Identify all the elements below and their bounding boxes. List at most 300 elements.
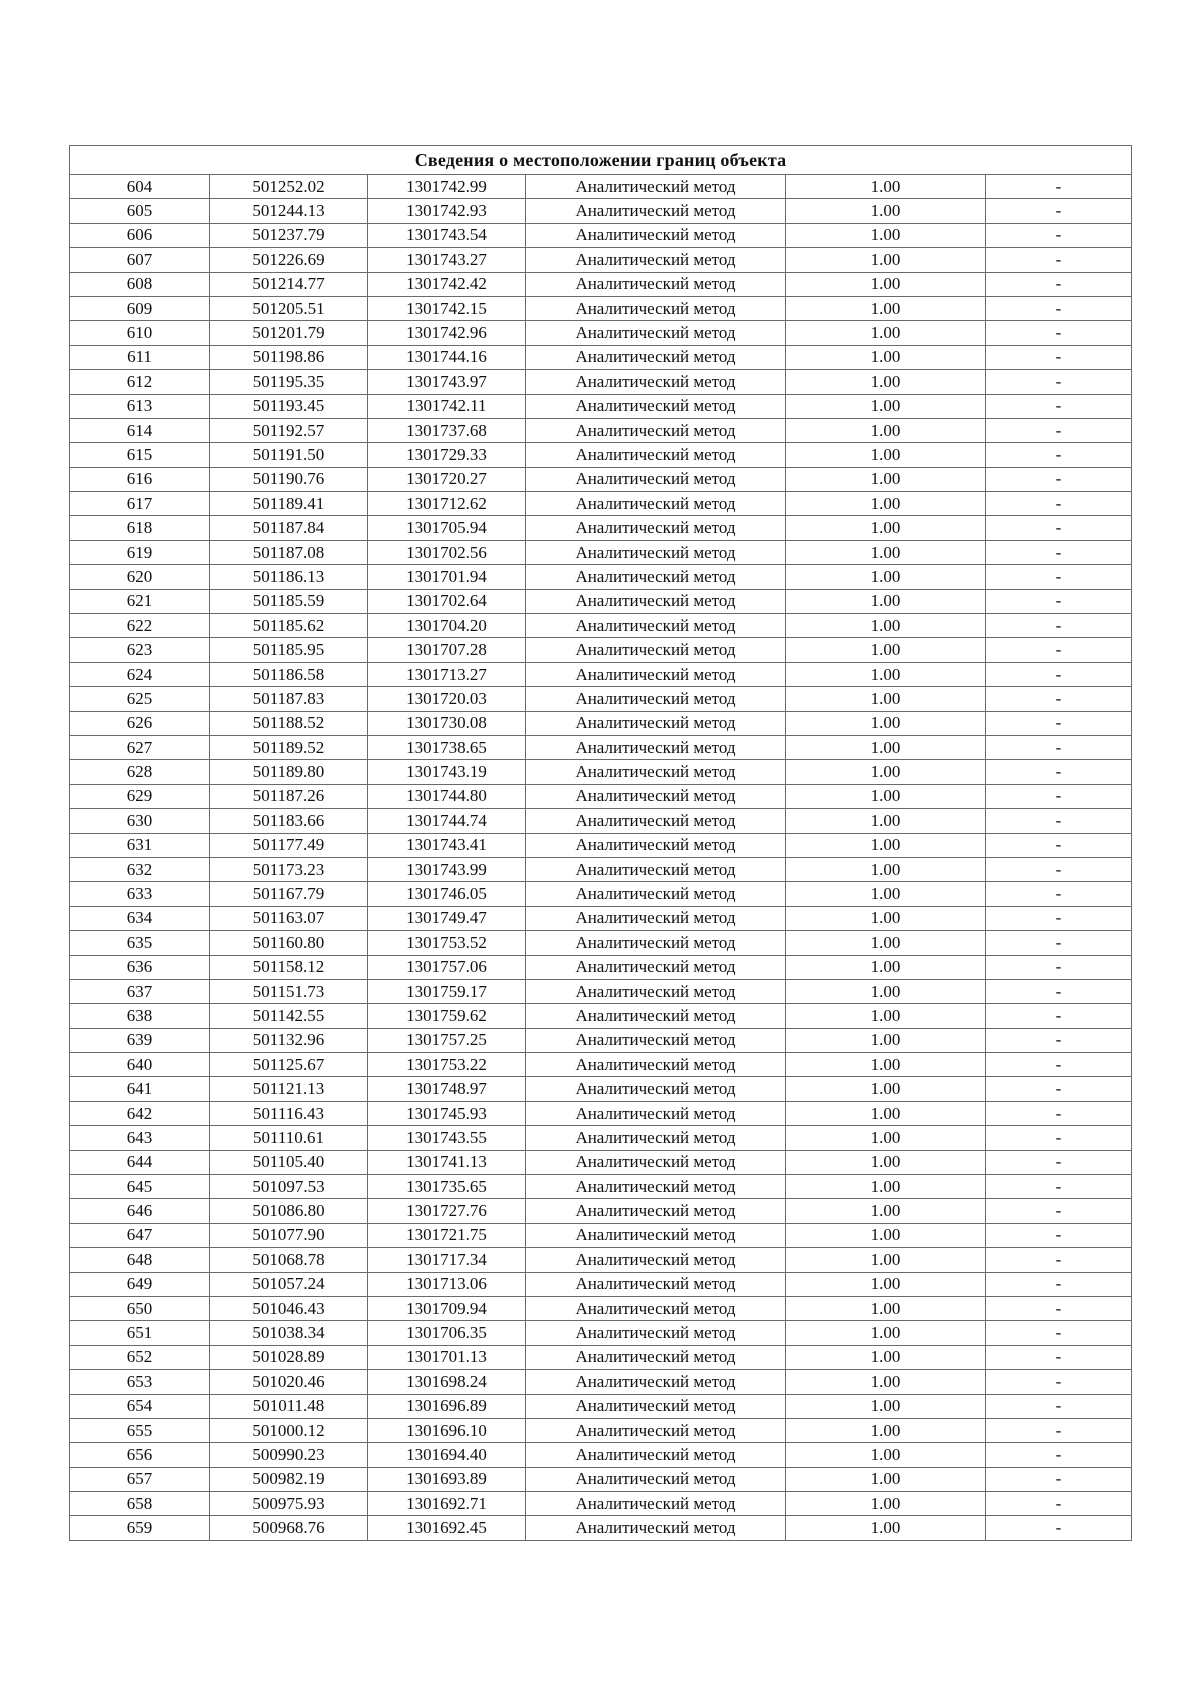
method-cell: Аналитический метод [526, 662, 786, 686]
table-title-row [70, 146, 1132, 175]
coord-y-cell: 1301744.74 [368, 809, 526, 833]
accuracy-cell: 1.00 [786, 589, 986, 613]
table-row [70, 1345, 1132, 1369]
accuracy-cell: 1.00 [786, 1516, 986, 1540]
table-row [70, 1394, 1132, 1418]
coord-x-cell: 501189.41 [210, 492, 368, 516]
point-number-cell: 620 [70, 565, 210, 589]
point-number-cell: 632 [70, 857, 210, 881]
method-cell: Аналитический метод [526, 1126, 786, 1150]
method-cell: Аналитический метод [526, 1101, 786, 1125]
point-number-cell: 615 [70, 443, 210, 467]
point-number-cell: 651 [70, 1321, 210, 1345]
coord-y-cell: 1301727.76 [368, 1199, 526, 1223]
coord-y-cell: 1301742.93 [368, 199, 526, 223]
coord-x-cell: 501011.48 [210, 1394, 368, 1418]
coord-y-cell: 1301757.25 [368, 1028, 526, 1052]
coord-y-cell: 1301743.41 [368, 833, 526, 857]
coord-x-cell: 501158.12 [210, 955, 368, 979]
table-row [70, 1223, 1132, 1247]
description-cell: - [986, 1418, 1132, 1442]
description-cell: - [986, 1053, 1132, 1077]
table-row [70, 1150, 1132, 1174]
coord-y-cell: 1301748.97 [368, 1077, 526, 1101]
accuracy-cell: 1.00 [786, 1418, 986, 1442]
point-number-cell: 634 [70, 906, 210, 930]
coord-x-cell: 501193.45 [210, 394, 368, 418]
point-number-cell: 645 [70, 1175, 210, 1199]
description-cell: - [986, 589, 1132, 613]
coord-y-cell: 1301743.19 [368, 760, 526, 784]
accuracy-cell: 1.00 [786, 1492, 986, 1516]
coord-x-cell: 501160.80 [210, 931, 368, 955]
description-cell: - [986, 809, 1132, 833]
table-row [70, 370, 1132, 394]
point-number-cell: 641 [70, 1077, 210, 1101]
accuracy-cell: 1.00 [786, 931, 986, 955]
description-cell: - [986, 248, 1132, 272]
coord-x-cell: 501237.79 [210, 223, 368, 247]
table-row [70, 1175, 1132, 1199]
coord-y-cell: 1301694.40 [368, 1443, 526, 1467]
coord-y-cell: 1301753.52 [368, 931, 526, 955]
table-row [70, 540, 1132, 564]
description-cell: - [986, 1150, 1132, 1174]
method-cell: Аналитический метод [526, 394, 786, 418]
method-cell: Аналитический метод [526, 1418, 786, 1442]
coord-y-cell: 1301743.99 [368, 857, 526, 881]
accuracy-cell: 1.00 [786, 1345, 986, 1369]
method-cell: Аналитический метод [526, 1321, 786, 1345]
description-cell: - [986, 1199, 1132, 1223]
table-row [70, 345, 1132, 369]
description-cell: - [986, 199, 1132, 223]
point-number-cell: 650 [70, 1296, 210, 1320]
coord-x-cell: 501057.24 [210, 1272, 368, 1296]
method-cell: Аналитический метод [526, 1345, 786, 1369]
description-cell: - [986, 1296, 1132, 1320]
table-row [70, 1248, 1132, 1272]
point-number-cell: 626 [70, 711, 210, 735]
table-row [70, 1199, 1132, 1223]
coord-y-cell: 1301729.33 [368, 443, 526, 467]
accuracy-cell: 1.00 [786, 565, 986, 589]
method-cell: Аналитический метод [526, 687, 786, 711]
point-number-cell: 639 [70, 1028, 210, 1052]
table-title: Сведения о местоположении границ объекта [70, 146, 1132, 175]
coord-y-cell: 1301742.96 [368, 321, 526, 345]
table-row [70, 321, 1132, 345]
accuracy-cell: 1.00 [786, 1077, 986, 1101]
point-number-cell: 619 [70, 540, 210, 564]
method-cell: Аналитический метод [526, 906, 786, 930]
accuracy-cell: 1.00 [786, 223, 986, 247]
coord-x-cell: 501077.90 [210, 1223, 368, 1247]
table-row [70, 662, 1132, 686]
table-row [70, 175, 1132, 199]
point-number-cell: 647 [70, 1223, 210, 1247]
coord-y-cell: 1301737.68 [368, 418, 526, 442]
accuracy-cell: 1.00 [786, 1223, 986, 1247]
point-number-cell: 613 [70, 394, 210, 418]
method-cell: Аналитический метод [526, 516, 786, 540]
accuracy-cell: 1.00 [786, 760, 986, 784]
description-cell: - [986, 1077, 1132, 1101]
point-number-cell: 606 [70, 223, 210, 247]
description-cell: - [986, 662, 1132, 686]
coord-y-cell: 1301721.75 [368, 1223, 526, 1247]
method-cell: Аналитический метод [526, 711, 786, 735]
accuracy-cell: 1.00 [786, 1443, 986, 1467]
accuracy-cell: 1.00 [786, 175, 986, 199]
accuracy-cell: 1.00 [786, 1004, 986, 1028]
point-number-cell: 633 [70, 882, 210, 906]
method-cell: Аналитический метод [526, 1272, 786, 1296]
accuracy-cell: 1.00 [786, 443, 986, 467]
coord-x-cell: 501000.12 [210, 1418, 368, 1442]
coord-y-cell: 1301743.27 [368, 248, 526, 272]
table-row [70, 443, 1132, 467]
table-row [70, 1272, 1132, 1296]
coord-y-cell: 1301707.28 [368, 638, 526, 662]
coord-y-cell: 1301692.71 [368, 1492, 526, 1516]
coord-x-cell: 501020.46 [210, 1370, 368, 1394]
coord-x-cell: 501252.02 [210, 175, 368, 199]
table-row [70, 1321, 1132, 1345]
description-cell: - [986, 394, 1132, 418]
coord-x-cell: 501186.58 [210, 662, 368, 686]
method-cell: Аналитический метод [526, 857, 786, 881]
description-cell: - [986, 931, 1132, 955]
accuracy-cell: 1.00 [786, 1101, 986, 1125]
coord-y-cell: 1301717.34 [368, 1248, 526, 1272]
method-cell: Аналитический метод [526, 1492, 786, 1516]
point-number-cell: 622 [70, 614, 210, 638]
accuracy-cell: 1.00 [786, 833, 986, 857]
coord-y-cell: 1301749.47 [368, 906, 526, 930]
coord-y-cell: 1301742.99 [368, 175, 526, 199]
description-cell: - [986, 955, 1132, 979]
method-cell: Аналитический метод [526, 1296, 786, 1320]
table-row [70, 589, 1132, 613]
coord-x-cell: 500982.19 [210, 1467, 368, 1491]
table-row [70, 296, 1132, 320]
table-row [70, 467, 1132, 491]
table-row [70, 394, 1132, 418]
table-row [70, 760, 1132, 784]
accuracy-cell: 1.00 [786, 1028, 986, 1052]
coord-x-cell: 501187.26 [210, 784, 368, 808]
table-row [70, 833, 1132, 857]
method-cell: Аналитический метод [526, 467, 786, 491]
point-number-cell: 652 [70, 1345, 210, 1369]
coord-x-cell: 501198.86 [210, 345, 368, 369]
accuracy-cell: 1.00 [786, 662, 986, 686]
method-cell: Аналитический метод [526, 1394, 786, 1418]
accuracy-cell: 1.00 [786, 1126, 986, 1150]
table-row [70, 1296, 1132, 1320]
point-number-cell: 618 [70, 516, 210, 540]
method-cell: Аналитический метод [526, 1004, 786, 1028]
description-cell: - [986, 321, 1132, 345]
description-cell: - [986, 1394, 1132, 1418]
accuracy-cell: 1.00 [786, 906, 986, 930]
point-number-cell: 637 [70, 979, 210, 1003]
description-cell: - [986, 760, 1132, 784]
table-row [70, 565, 1132, 589]
coord-y-cell: 1301730.08 [368, 711, 526, 735]
table-row [70, 516, 1132, 540]
method-cell: Аналитический метод [526, 1150, 786, 1174]
coord-y-cell: 1301753.22 [368, 1053, 526, 1077]
coord-x-cell: 501132.96 [210, 1028, 368, 1052]
accuracy-cell: 1.00 [786, 540, 986, 564]
accuracy-cell: 1.00 [786, 1248, 986, 1272]
accuracy-cell: 1.00 [786, 1467, 986, 1491]
table-row [70, 955, 1132, 979]
coord-x-cell: 501192.57 [210, 418, 368, 442]
table-body [70, 175, 1132, 1541]
point-number-cell: 642 [70, 1101, 210, 1125]
coord-y-cell: 1301743.97 [368, 370, 526, 394]
coord-x-cell: 501105.40 [210, 1150, 368, 1174]
method-cell: Аналитический метод [526, 833, 786, 857]
coord-y-cell: 1301692.45 [368, 1516, 526, 1540]
coord-y-cell: 1301706.35 [368, 1321, 526, 1345]
coord-x-cell: 501244.13 [210, 199, 368, 223]
accuracy-cell: 1.00 [786, 296, 986, 320]
coord-y-cell: 1301696.89 [368, 1394, 526, 1418]
point-number-cell: 604 [70, 175, 210, 199]
table-row [70, 735, 1132, 759]
table-row [70, 687, 1132, 711]
coord-x-cell: 501188.52 [210, 711, 368, 735]
table-row [70, 1492, 1132, 1516]
coord-y-cell: 1301741.13 [368, 1150, 526, 1174]
description-cell: - [986, 1028, 1132, 1052]
coord-y-cell: 1301757.06 [368, 955, 526, 979]
description-cell: - [986, 175, 1132, 199]
description-cell: - [986, 1223, 1132, 1247]
coord-x-cell: 501201.79 [210, 321, 368, 345]
coord-x-cell: 501151.73 [210, 979, 368, 1003]
accuracy-cell: 1.00 [786, 809, 986, 833]
coord-x-cell: 501142.55 [210, 1004, 368, 1028]
accuracy-cell: 1.00 [786, 1370, 986, 1394]
accuracy-cell: 1.00 [786, 979, 986, 1003]
point-number-cell: 656 [70, 1443, 210, 1467]
accuracy-cell: 1.00 [786, 1296, 986, 1320]
coord-y-cell: 1301696.10 [368, 1418, 526, 1442]
description-cell: - [986, 833, 1132, 857]
table-row [70, 272, 1132, 296]
method-cell: Аналитический метод [526, 760, 786, 784]
coord-x-cell: 501226.69 [210, 248, 368, 272]
description-cell: - [986, 638, 1132, 662]
table-row [70, 784, 1132, 808]
coord-y-cell: 1301720.27 [368, 467, 526, 491]
point-number-cell: 621 [70, 589, 210, 613]
description-cell: - [986, 857, 1132, 881]
table-row [70, 931, 1132, 955]
description-cell: - [986, 1004, 1132, 1028]
method-cell: Аналитический метод [526, 443, 786, 467]
description-cell: - [986, 516, 1132, 540]
accuracy-cell: 1.00 [786, 467, 986, 491]
coord-y-cell: 1301712.62 [368, 492, 526, 516]
description-cell: - [986, 272, 1132, 296]
coord-y-cell: 1301704.20 [368, 614, 526, 638]
point-number-cell: 629 [70, 784, 210, 808]
coord-x-cell: 501167.79 [210, 882, 368, 906]
point-number-cell: 658 [70, 1492, 210, 1516]
table-row [70, 614, 1132, 638]
accuracy-cell: 1.00 [786, 857, 986, 881]
point-number-cell: 607 [70, 248, 210, 272]
method-cell: Аналитический метод [526, 199, 786, 223]
point-number-cell: 608 [70, 272, 210, 296]
table-row [70, 1028, 1132, 1052]
method-cell: Аналитический метод [526, 735, 786, 759]
method-cell: Аналитический метод [526, 1053, 786, 1077]
point-number-cell: 654 [70, 1394, 210, 1418]
method-cell: Аналитический метод [526, 1077, 786, 1101]
method-cell: Аналитический метод [526, 882, 786, 906]
coord-y-cell: 1301742.15 [368, 296, 526, 320]
method-cell: Аналитический метод [526, 1443, 786, 1467]
point-number-cell: 643 [70, 1126, 210, 1150]
coord-y-cell: 1301735.65 [368, 1175, 526, 1199]
coord-x-cell: 501121.13 [210, 1077, 368, 1101]
point-number-cell: 611 [70, 345, 210, 369]
method-cell: Аналитический метод [526, 418, 786, 442]
description-cell: - [986, 1345, 1132, 1369]
coord-y-cell: 1301702.64 [368, 589, 526, 613]
description-cell: - [986, 296, 1132, 320]
method-cell: Аналитический метод [526, 784, 786, 808]
coord-y-cell: 1301713.06 [368, 1272, 526, 1296]
method-cell: Аналитический метод [526, 370, 786, 394]
table-row [70, 248, 1132, 272]
table-row [70, 711, 1132, 735]
coord-x-cell: 501185.95 [210, 638, 368, 662]
table-row [70, 418, 1132, 442]
method-cell: Аналитический метод [526, 296, 786, 320]
method-cell: Аналитический метод [526, 345, 786, 369]
coord-x-cell: 501038.34 [210, 1321, 368, 1345]
coord-y-cell: 1301705.94 [368, 516, 526, 540]
description-cell: - [986, 1492, 1132, 1516]
coord-y-cell: 1301744.16 [368, 345, 526, 369]
coord-y-cell: 1301742.42 [368, 272, 526, 296]
coord-y-cell: 1301709.94 [368, 1296, 526, 1320]
description-cell: - [986, 223, 1132, 247]
table-row [70, 809, 1132, 833]
point-number-cell: 612 [70, 370, 210, 394]
table-row [70, 857, 1132, 881]
method-cell: Аналитический метод [526, 565, 786, 589]
description-cell: - [986, 345, 1132, 369]
point-number-cell: 614 [70, 418, 210, 442]
table-row [70, 1077, 1132, 1101]
point-number-cell: 616 [70, 467, 210, 491]
point-number-cell: 640 [70, 1053, 210, 1077]
coord-y-cell: 1301745.93 [368, 1101, 526, 1125]
accuracy-cell: 1.00 [786, 1321, 986, 1345]
coord-y-cell: 1301738.65 [368, 735, 526, 759]
point-number-cell: 657 [70, 1467, 210, 1491]
method-cell: Аналитический метод [526, 1028, 786, 1052]
accuracy-cell: 1.00 [786, 1272, 986, 1296]
table-row [70, 492, 1132, 516]
description-cell: - [986, 1272, 1132, 1296]
accuracy-cell: 1.00 [786, 370, 986, 394]
method-cell: Аналитический метод [526, 1175, 786, 1199]
accuracy-cell: 1.00 [786, 345, 986, 369]
method-cell: Аналитический метод [526, 1223, 786, 1247]
method-cell: Аналитический метод [526, 321, 786, 345]
accuracy-cell: 1.00 [786, 955, 986, 979]
method-cell: Аналитический метод [526, 492, 786, 516]
accuracy-cell: 1.00 [786, 1150, 986, 1174]
coord-x-cell: 501185.62 [210, 614, 368, 638]
description-cell: - [986, 1126, 1132, 1150]
coord-y-cell: 1301759.17 [368, 979, 526, 1003]
coord-x-cell: 501097.53 [210, 1175, 368, 1199]
accuracy-cell: 1.00 [786, 1394, 986, 1418]
method-cell: Аналитический метод [526, 540, 786, 564]
description-cell: - [986, 492, 1132, 516]
method-cell: Аналитический метод [526, 1467, 786, 1491]
coord-x-cell: 501189.80 [210, 760, 368, 784]
point-number-cell: 627 [70, 735, 210, 759]
method-cell: Аналитический метод [526, 272, 786, 296]
coord-x-cell: 501068.78 [210, 1248, 368, 1272]
coord-y-cell: 1301746.05 [368, 882, 526, 906]
table-row [70, 638, 1132, 662]
coord-y-cell: 1301693.89 [368, 1467, 526, 1491]
accuracy-cell: 1.00 [786, 1175, 986, 1199]
coord-y-cell: 1301702.56 [368, 540, 526, 564]
accuracy-cell: 1.00 [786, 418, 986, 442]
boundary-table [69, 145, 1132, 1541]
table-row [70, 1467, 1132, 1491]
description-cell: - [986, 687, 1132, 711]
coord-y-cell: 1301744.80 [368, 784, 526, 808]
coord-y-cell: 1301743.54 [368, 223, 526, 247]
table-row [70, 1418, 1132, 1442]
coord-y-cell: 1301743.55 [368, 1126, 526, 1150]
accuracy-cell: 1.00 [786, 687, 986, 711]
method-cell: Аналитический метод [526, 1516, 786, 1540]
coord-y-cell: 1301720.03 [368, 687, 526, 711]
coord-x-cell: 501187.83 [210, 687, 368, 711]
accuracy-cell: 1.00 [786, 1053, 986, 1077]
coord-x-cell: 501125.67 [210, 1053, 368, 1077]
coord-x-cell: 500990.23 [210, 1443, 368, 1467]
coord-x-cell: 501195.35 [210, 370, 368, 394]
method-cell: Аналитический метод [526, 248, 786, 272]
description-cell: - [986, 1370, 1132, 1394]
point-number-cell: 638 [70, 1004, 210, 1028]
coord-x-cell: 501187.84 [210, 516, 368, 540]
table-row [70, 1126, 1132, 1150]
coord-x-cell: 501187.08 [210, 540, 368, 564]
method-cell: Аналитический метод [526, 979, 786, 1003]
method-cell: Аналитический метод [526, 638, 786, 662]
description-cell: - [986, 418, 1132, 442]
coord-x-cell: 501116.43 [210, 1101, 368, 1125]
